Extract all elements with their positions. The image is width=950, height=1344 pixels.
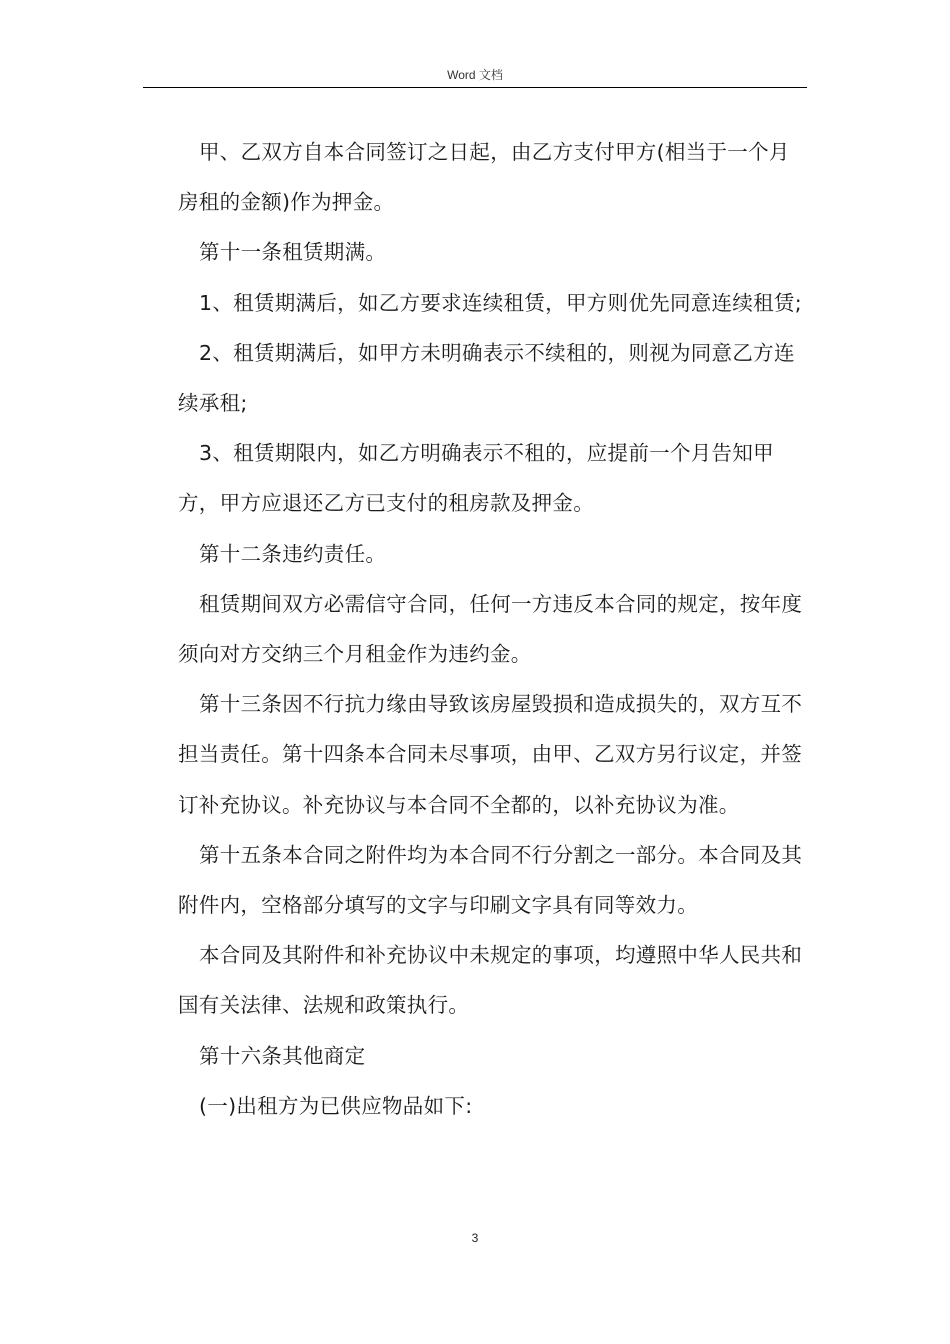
paragraph: 2、租赁期满后，如甲方未明确表示不续租的，则视为同意乙方连续承租;: [178, 340, 795, 416]
paragraph: 1、租赁期满后，如乙方要求连续租赁，甲方则优先同意连续租赁;: [199, 290, 802, 315]
header-divider: [143, 87, 807, 88]
document-body: [178, 127, 808, 1131]
page-number: 3: [471, 1231, 479, 1245]
paragraph: 第十五条本合同之附件均为本合同不行分割之一部分。本合同及其附件内，空格部分填写的文字与印刷文字具有同等效力。: [178, 842, 803, 918]
paragraph: 3、租赁期限内，如乙方明确表示不租的，应提前一个月告知甲方，甲方应退还乙方已支付的租房款及押金。: [178, 441, 774, 516]
paragraph: 第十六条其他商定: [199, 1043, 366, 1068]
page-header: Word 文档: [447, 68, 503, 82]
paragraph: (一)出租方为已供应物品如下:: [199, 1093, 473, 1118]
paragraph: 第十二条违约责任。: [199, 541, 387, 566]
paragraph: 第十一条租赁期满。: [199, 240, 387, 265]
paragraph: 本合同及其附件和补充协议中未规定的事项，均遵照中华人民共和国有关法律、法规和政策执行。: [178, 943, 803, 1018]
paragraph: 甲、乙双方自本合同签订之日起，由乙方支付甲方(相当于一个月房租的金额)作为押金。: [178, 140, 790, 215]
paragraph: 第十三条因不行抗力缘由导致该房屋毁损和造成损失的，双方互不担当责任。第十四条本合同未尽事项，由甲、乙双方另行议定，并签订补充协议。补充协议与本合同不全都的，以补充协议为准。: [178, 692, 803, 817]
paragraph: 租赁期间双方必需信守合同，任何一方违反本合同的规定，按年度须向对方交纳三个月租金作为违约金。: [178, 591, 803, 667]
